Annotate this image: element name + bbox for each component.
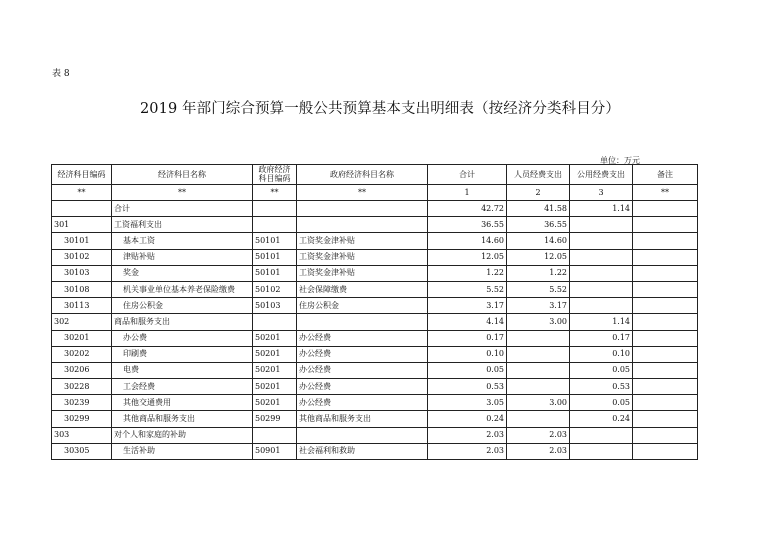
public-cell: 1.14: [570, 201, 633, 217]
gov-code-cell: [253, 217, 297, 233]
table-row: [52, 362, 698, 378]
economic-name-cell: 基本工资: [112, 233, 253, 249]
gov-name-cell: 工资奖金津补贴: [297, 249, 428, 265]
column-index: **: [253, 185, 297, 201]
personnel-cell: [507, 346, 570, 362]
economic-name-cell: 津贴补贴: [112, 249, 253, 265]
economic-name-cell: 其他商品和服务支出: [112, 411, 253, 427]
economic-name-cell: 生活补助: [112, 443, 253, 459]
personnel-cell: 41.58: [507, 201, 570, 217]
note-cell: [633, 395, 698, 411]
gov-code-cell: 50101: [253, 249, 297, 265]
column-header: 备注: [633, 165, 698, 185]
table-row: [52, 379, 698, 395]
total-cell: 5.52: [428, 281, 507, 297]
gov-code-cell: [253, 427, 297, 443]
personnel-cell: [507, 379, 570, 395]
total-cell: 12.05: [428, 249, 507, 265]
personnel-cell: 3.17: [507, 298, 570, 314]
economic-name-cell: 其他交通费用: [112, 395, 253, 411]
total-cell: 2.03: [428, 427, 507, 443]
personnel-cell: 36.55: [507, 217, 570, 233]
column-header: 政府经济科目编码: [253, 165, 297, 185]
public-cell: 0.10: [570, 346, 633, 362]
public-cell: [570, 298, 633, 314]
column-index: **: [112, 185, 253, 201]
public-cell: [570, 281, 633, 297]
note-cell: [633, 281, 698, 297]
table-row: [52, 265, 698, 281]
total-cell: 3.05: [428, 395, 507, 411]
economic-code-cell: 30202: [52, 346, 112, 362]
economic-code-cell: 30103: [52, 265, 112, 281]
economic-code-cell: 30101: [52, 233, 112, 249]
total-cell: 0.10: [428, 346, 507, 362]
unit-note: 单位：万元: [600, 156, 640, 165]
total-cell: 1.22: [428, 265, 507, 281]
table-row: [52, 217, 698, 233]
note-cell: [633, 314, 698, 330]
gov-name-cell: 其他商品和服务支出: [297, 411, 428, 427]
economic-name-cell: 商品和服务支出: [112, 314, 253, 330]
public-cell: [570, 233, 633, 249]
gov-name-cell: 工资奖金津补贴: [297, 233, 428, 249]
economic-name-cell: 奖金: [112, 265, 253, 281]
economic-name-cell: 印刷费: [112, 346, 253, 362]
note-cell: [633, 201, 698, 217]
gov-name-cell: 办公经费: [297, 395, 428, 411]
gov-code-cell: 50201: [253, 379, 297, 395]
note-cell: [633, 443, 698, 459]
gov-name-cell: 工资奖金津补贴: [297, 265, 428, 281]
note-cell: [633, 379, 698, 395]
economic-name-cell: 对个人和家庭的补助: [112, 427, 253, 443]
table-row: [52, 346, 698, 362]
table-row: [52, 249, 698, 265]
gov-code-cell: 50201: [253, 330, 297, 346]
gov-name-cell: [297, 201, 428, 217]
gov-name-cell: [297, 427, 428, 443]
public-cell: [570, 217, 633, 233]
economic-code-cell: 30305: [52, 443, 112, 459]
personnel-cell: 2.03: [507, 443, 570, 459]
gov-name-cell: [297, 217, 428, 233]
gov-code-cell: 50299: [253, 411, 297, 427]
economic-code-cell: 30206: [52, 362, 112, 378]
personnel-cell: [507, 330, 570, 346]
table-row: [52, 233, 698, 249]
public-cell: 0.17: [570, 330, 633, 346]
note-cell: [633, 346, 698, 362]
economic-name-cell: 住房公积金: [112, 298, 253, 314]
public-cell: [570, 249, 633, 265]
public-cell: 0.24: [570, 411, 633, 427]
column-index-row: [52, 185, 698, 201]
column-index: 3: [570, 185, 633, 201]
note-cell: [633, 298, 698, 314]
table-row: [52, 314, 698, 330]
column-index: **: [52, 185, 112, 201]
column-header: 经济科目编码: [52, 165, 112, 185]
gov-code-cell: [253, 314, 297, 330]
note-cell: [633, 217, 698, 233]
gov-name-cell: 办公经费: [297, 346, 428, 362]
note-cell: [633, 427, 698, 443]
economic-code-cell: 30102: [52, 249, 112, 265]
economic-code-cell: 302: [52, 314, 112, 330]
gov-code-cell: 50102: [253, 281, 297, 297]
table-row: [52, 395, 698, 411]
column-header: 政府经济科目名称: [297, 165, 428, 185]
gov-name-cell: 社会福利和救助: [297, 443, 428, 459]
column-index: 1: [428, 185, 507, 201]
gov-name-cell: 办公经费: [297, 330, 428, 346]
economic-name-cell: 办公费: [112, 330, 253, 346]
public-cell: 0.53: [570, 379, 633, 395]
page-title: 2019 年部门综合预算一般公共预算基本支出明细表（按经济分类科目分）: [139, 101, 620, 117]
total-cell: 14.60: [428, 233, 507, 249]
personnel-cell: [507, 411, 570, 427]
economic-code-cell: 30108: [52, 281, 112, 297]
personnel-cell: [507, 362, 570, 378]
gov-name-cell: 住房公积金: [297, 298, 428, 314]
column-index: **: [633, 185, 698, 201]
budget-table: [51, 164, 698, 460]
table-row: [52, 201, 698, 217]
gov-code-cell: 50103: [253, 298, 297, 314]
economic-code-cell: 30299: [52, 411, 112, 427]
economic-code-cell: 30239: [52, 395, 112, 411]
total-cell: 4.14: [428, 314, 507, 330]
total-cell: 36.55: [428, 217, 507, 233]
economic-name-cell: 机关事业单位基本养老保险缴费: [112, 281, 253, 297]
economic-code-cell: 30228: [52, 379, 112, 395]
gov-code-cell: [253, 201, 297, 217]
personnel-cell: 12.05: [507, 249, 570, 265]
total-cell: 2.03: [428, 443, 507, 459]
personnel-cell: 1.22: [507, 265, 570, 281]
personnel-cell: 5.52: [507, 281, 570, 297]
note-cell: [633, 233, 698, 249]
table-row: [52, 427, 698, 443]
personnel-cell: 2.03: [507, 427, 570, 443]
total-cell: 42.72: [428, 201, 507, 217]
note-cell: [633, 411, 698, 427]
gov-code-cell: 50901: [253, 443, 297, 459]
column-header: 公用经费支出: [570, 165, 633, 185]
table-row: [52, 298, 698, 314]
table-number: 表 8: [52, 69, 70, 79]
note-cell: [633, 330, 698, 346]
economic-name-cell: 电费: [112, 362, 253, 378]
column-index: **: [297, 185, 428, 201]
header-row: [52, 165, 698, 185]
personnel-cell: 3.00: [507, 314, 570, 330]
public-cell: [570, 265, 633, 281]
column-header: 合计: [428, 165, 507, 185]
table-row: [52, 443, 698, 459]
table-row: [52, 330, 698, 346]
column-header: 人员经费支出: [507, 165, 570, 185]
total-cell: 3.17: [428, 298, 507, 314]
gov-code-cell: 50201: [253, 362, 297, 378]
public-cell: 1.14: [570, 314, 633, 330]
economic-code-cell: [52, 201, 112, 217]
column-header: 经济科目名称: [112, 165, 253, 185]
note-cell: [633, 265, 698, 281]
total-cell: 0.17: [428, 330, 507, 346]
gov-code-cell: 50201: [253, 395, 297, 411]
gov-code-cell: 50201: [253, 346, 297, 362]
gov-code-cell: 50101: [253, 265, 297, 281]
gov-name-cell: 办公经费: [297, 362, 428, 378]
public-cell: 0.05: [570, 362, 633, 378]
gov-name-cell: 社会保障缴费: [297, 281, 428, 297]
personnel-cell: 3.00: [507, 395, 570, 411]
table-row: [52, 281, 698, 297]
gov-name-cell: 办公经费: [297, 379, 428, 395]
total-cell: 0.05: [428, 362, 507, 378]
economic-code-cell: 303: [52, 427, 112, 443]
public-cell: [570, 443, 633, 459]
note-cell: [633, 249, 698, 265]
note-cell: [633, 362, 698, 378]
table-body: [52, 201, 698, 460]
gov-name-cell: [297, 314, 428, 330]
gov-code-cell: 50101: [253, 233, 297, 249]
personnel-cell: 14.60: [507, 233, 570, 249]
economic-code-cell: 30113: [52, 298, 112, 314]
economic-code-cell: 301: [52, 217, 112, 233]
column-index: 2: [507, 185, 570, 201]
economic-name-cell: 合计: [112, 201, 253, 217]
economic-name-cell: 工会经费: [112, 379, 253, 395]
table-row: [52, 411, 698, 427]
total-cell: 0.24: [428, 411, 507, 427]
public-cell: 0.05: [570, 395, 633, 411]
public-cell: [570, 427, 633, 443]
total-cell: 0.53: [428, 379, 507, 395]
economic-name-cell: 工资福利支出: [112, 217, 253, 233]
economic-code-cell: 30201: [52, 330, 112, 346]
